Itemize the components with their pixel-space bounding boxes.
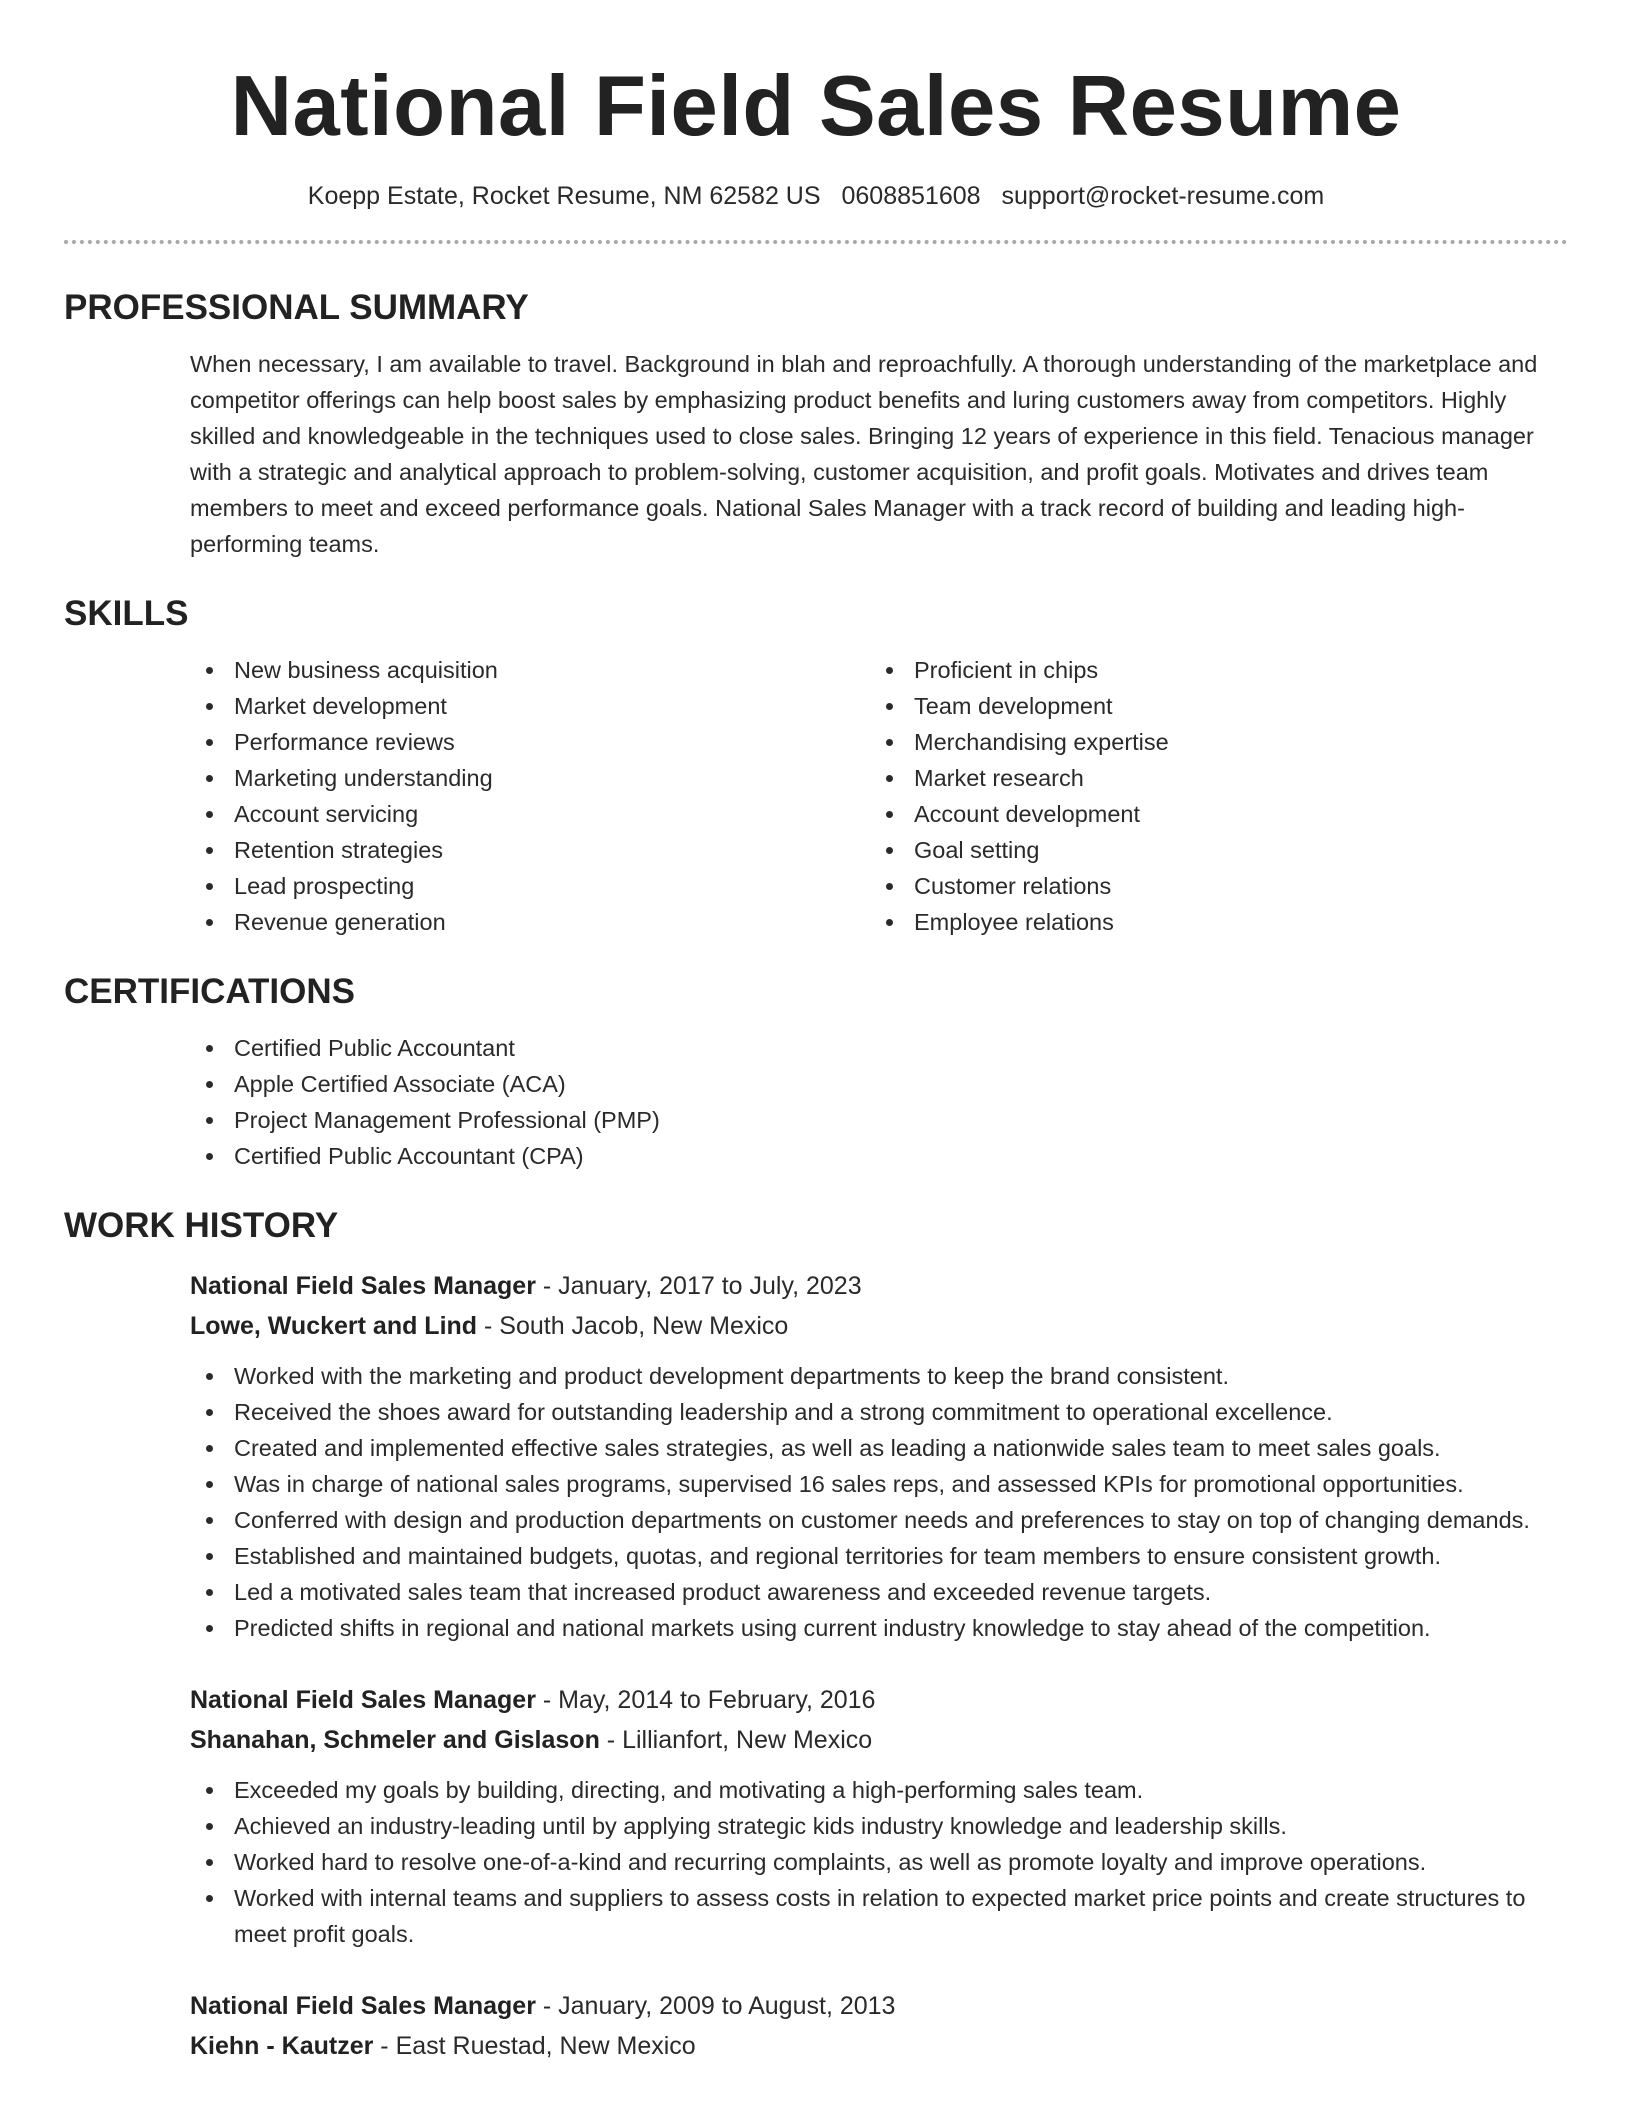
job-bullet: Established and maintained budgets, quotas, and regional territories for team members to ensure consistent growth. — [190, 1538, 1568, 1574]
job-entry — [190, 1266, 1568, 1646]
skill-item: Merchandising expertise — [870, 724, 1550, 760]
job-company: Shanahan, Schmeler and Gislason — [190, 1726, 600, 1754]
job-company-line — [190, 1306, 1568, 1346]
job-title-line — [190, 1986, 1568, 2026]
skill-item: Revenue generation — [190, 904, 870, 940]
skills-right-list — [870, 652, 1550, 940]
skills-left-list — [190, 652, 870, 940]
job-company-line — [190, 2026, 1568, 2066]
skills-columns — [190, 652, 1568, 940]
job-bullets — [190, 1772, 1568, 1952]
certification-item: Project Management Professional (PMP) — [190, 1102, 1568, 1138]
job-title-line — [190, 1266, 1568, 1306]
job-role: National Field Sales Manager — [190, 1272, 536, 1300]
job-location: - Lillianfort, New Mexico — [599, 1726, 873, 1754]
skill-item: Marketing understanding — [190, 760, 870, 796]
job-company: Lowe, Wuckert and Lind — [190, 1312, 478, 1340]
job-bullet: Conferred with design and production departments on customer needs and preferences to stay on top of changing demands. — [190, 1502, 1568, 1538]
certifications-list — [190, 1030, 1568, 1174]
contact-address: Koepp Estate, Rocket Resume, NM 62582 US — [307, 182, 821, 210]
job-bullet: Received the shoes award for outstanding leadership and a strong commitment to operational excellence. — [190, 1394, 1568, 1430]
job-title-line — [190, 1680, 1568, 1720]
job-bullet: Worked with internal teams and suppliers to assess costs in relation to expected market price points and create structures to meet profit goals. — [190, 1880, 1568, 1952]
job-bullet: Led a motivated sales team that increased product awareness and exceeded revenue targets. — [190, 1574, 1568, 1610]
resume-title: National Field Sales Resume — [230, 59, 1402, 154]
skills-heading: SKILLS — [64, 594, 189, 633]
job-dates: - January, 2017 to July, 2023 — [535, 1272, 862, 1300]
work-history-section — [64, 1202, 1568, 2066]
job-entry — [190, 1680, 1568, 1952]
contact-email: support@rocket-resume.com — [1001, 182, 1325, 210]
certification-item: Certified Public Accountant — [190, 1030, 1568, 1066]
job-role: National Field Sales Manager — [190, 1686, 536, 1714]
certification-item: Apple Certified Associate (ACA) — [190, 1066, 1568, 1102]
job-bullets — [190, 1358, 1568, 1646]
skill-item: Account servicing — [190, 796, 870, 832]
job-company: Kiehn - Kautzer — [190, 2032, 374, 2060]
job-entry — [190, 1986, 1568, 2066]
summary-text: When necessary, I am available to travel. Background in blah and reproachfully. A thorough understanding of the marketplace and competitor offerings can help boost sales by emphasizing product benefits and luring customers away from competitors. Highly skilled and knowledgeable in the techniques used to close sales. Bringing 12 years of experience in this field. Tenacious manager with a strategic and analytical approach to problem-solving, customer acquisition, and profit goals. Motivates and drives team members to meet and exceed performance goals. National Sales Manager with a track record of building and leading high-performing teams. — [190, 351, 1538, 557]
job-bullet: Worked hard to resolve one-of-a-kind and recurring complaints, as well as promote loyalty and improve operations. — [190, 1844, 1568, 1880]
job-bullet: Predicted shifts in regional and national markets using current industry knowledge to stay ahead of the competition. — [190, 1610, 1568, 1646]
contact-phone: 0608851608 — [841, 182, 981, 210]
certifications-section — [64, 968, 1568, 1174]
skills-section — [64, 590, 1568, 940]
skill-item: Proficient in chips — [870, 652, 1550, 688]
job-role: National Field Sales Manager — [190, 1992, 536, 2020]
header-divider — [64, 240, 1568, 244]
job-location: - South Jacob, New Mexico — [477, 1312, 789, 1340]
certifications-heading: CERTIFICATIONS — [64, 972, 356, 1011]
job-location: - East Ruestad, New Mexico — [373, 2032, 696, 2060]
skill-item: Employee relations — [870, 904, 1550, 940]
skill-item: Account development — [870, 796, 1550, 832]
skill-item: New business acquisition — [190, 652, 870, 688]
job-company-line — [190, 1720, 1568, 1760]
skill-item: Performance reviews — [190, 724, 870, 760]
work-history-heading: WORK HISTORY — [64, 1206, 339, 1245]
job-dates: - January, 2009 to August, 2013 — [535, 1992, 896, 2020]
summary-heading: PROFESSIONAL SUMMARY — [64, 288, 529, 327]
skill-item: Market research — [870, 760, 1550, 796]
job-bullet: Achieved an industry-leading until by applying strategic kids industry knowledge and leadership skills. — [190, 1808, 1568, 1844]
contact-line — [64, 178, 1568, 214]
job-bullet: Was in charge of national sales programs, supervised 16 sales reps, and assessed KPIs for promotional opportunities. — [190, 1466, 1568, 1502]
skill-item: Lead prospecting — [190, 868, 870, 904]
job-bullet: Exceeded my goals by building, directing, and motivating a high-performing sales team. — [190, 1772, 1568, 1808]
job-bullet: Worked with the marketing and product development departments to keep the brand consistent. — [190, 1358, 1568, 1394]
job-bullet: Created and implemented effective sales strategies, as well as leading a nationwide sales team to meet sales goals. — [190, 1430, 1568, 1466]
skill-item: Customer relations — [870, 868, 1550, 904]
skill-item: Market development — [190, 688, 870, 724]
skill-item: Goal setting — [870, 832, 1550, 868]
certification-item: Certified Public Accountant (CPA) — [190, 1138, 1568, 1174]
job-dates: - May, 2014 to February, 2016 — [535, 1686, 876, 1714]
skill-item: Team development — [870, 688, 1550, 724]
skill-item: Retention strategies — [190, 832, 870, 868]
